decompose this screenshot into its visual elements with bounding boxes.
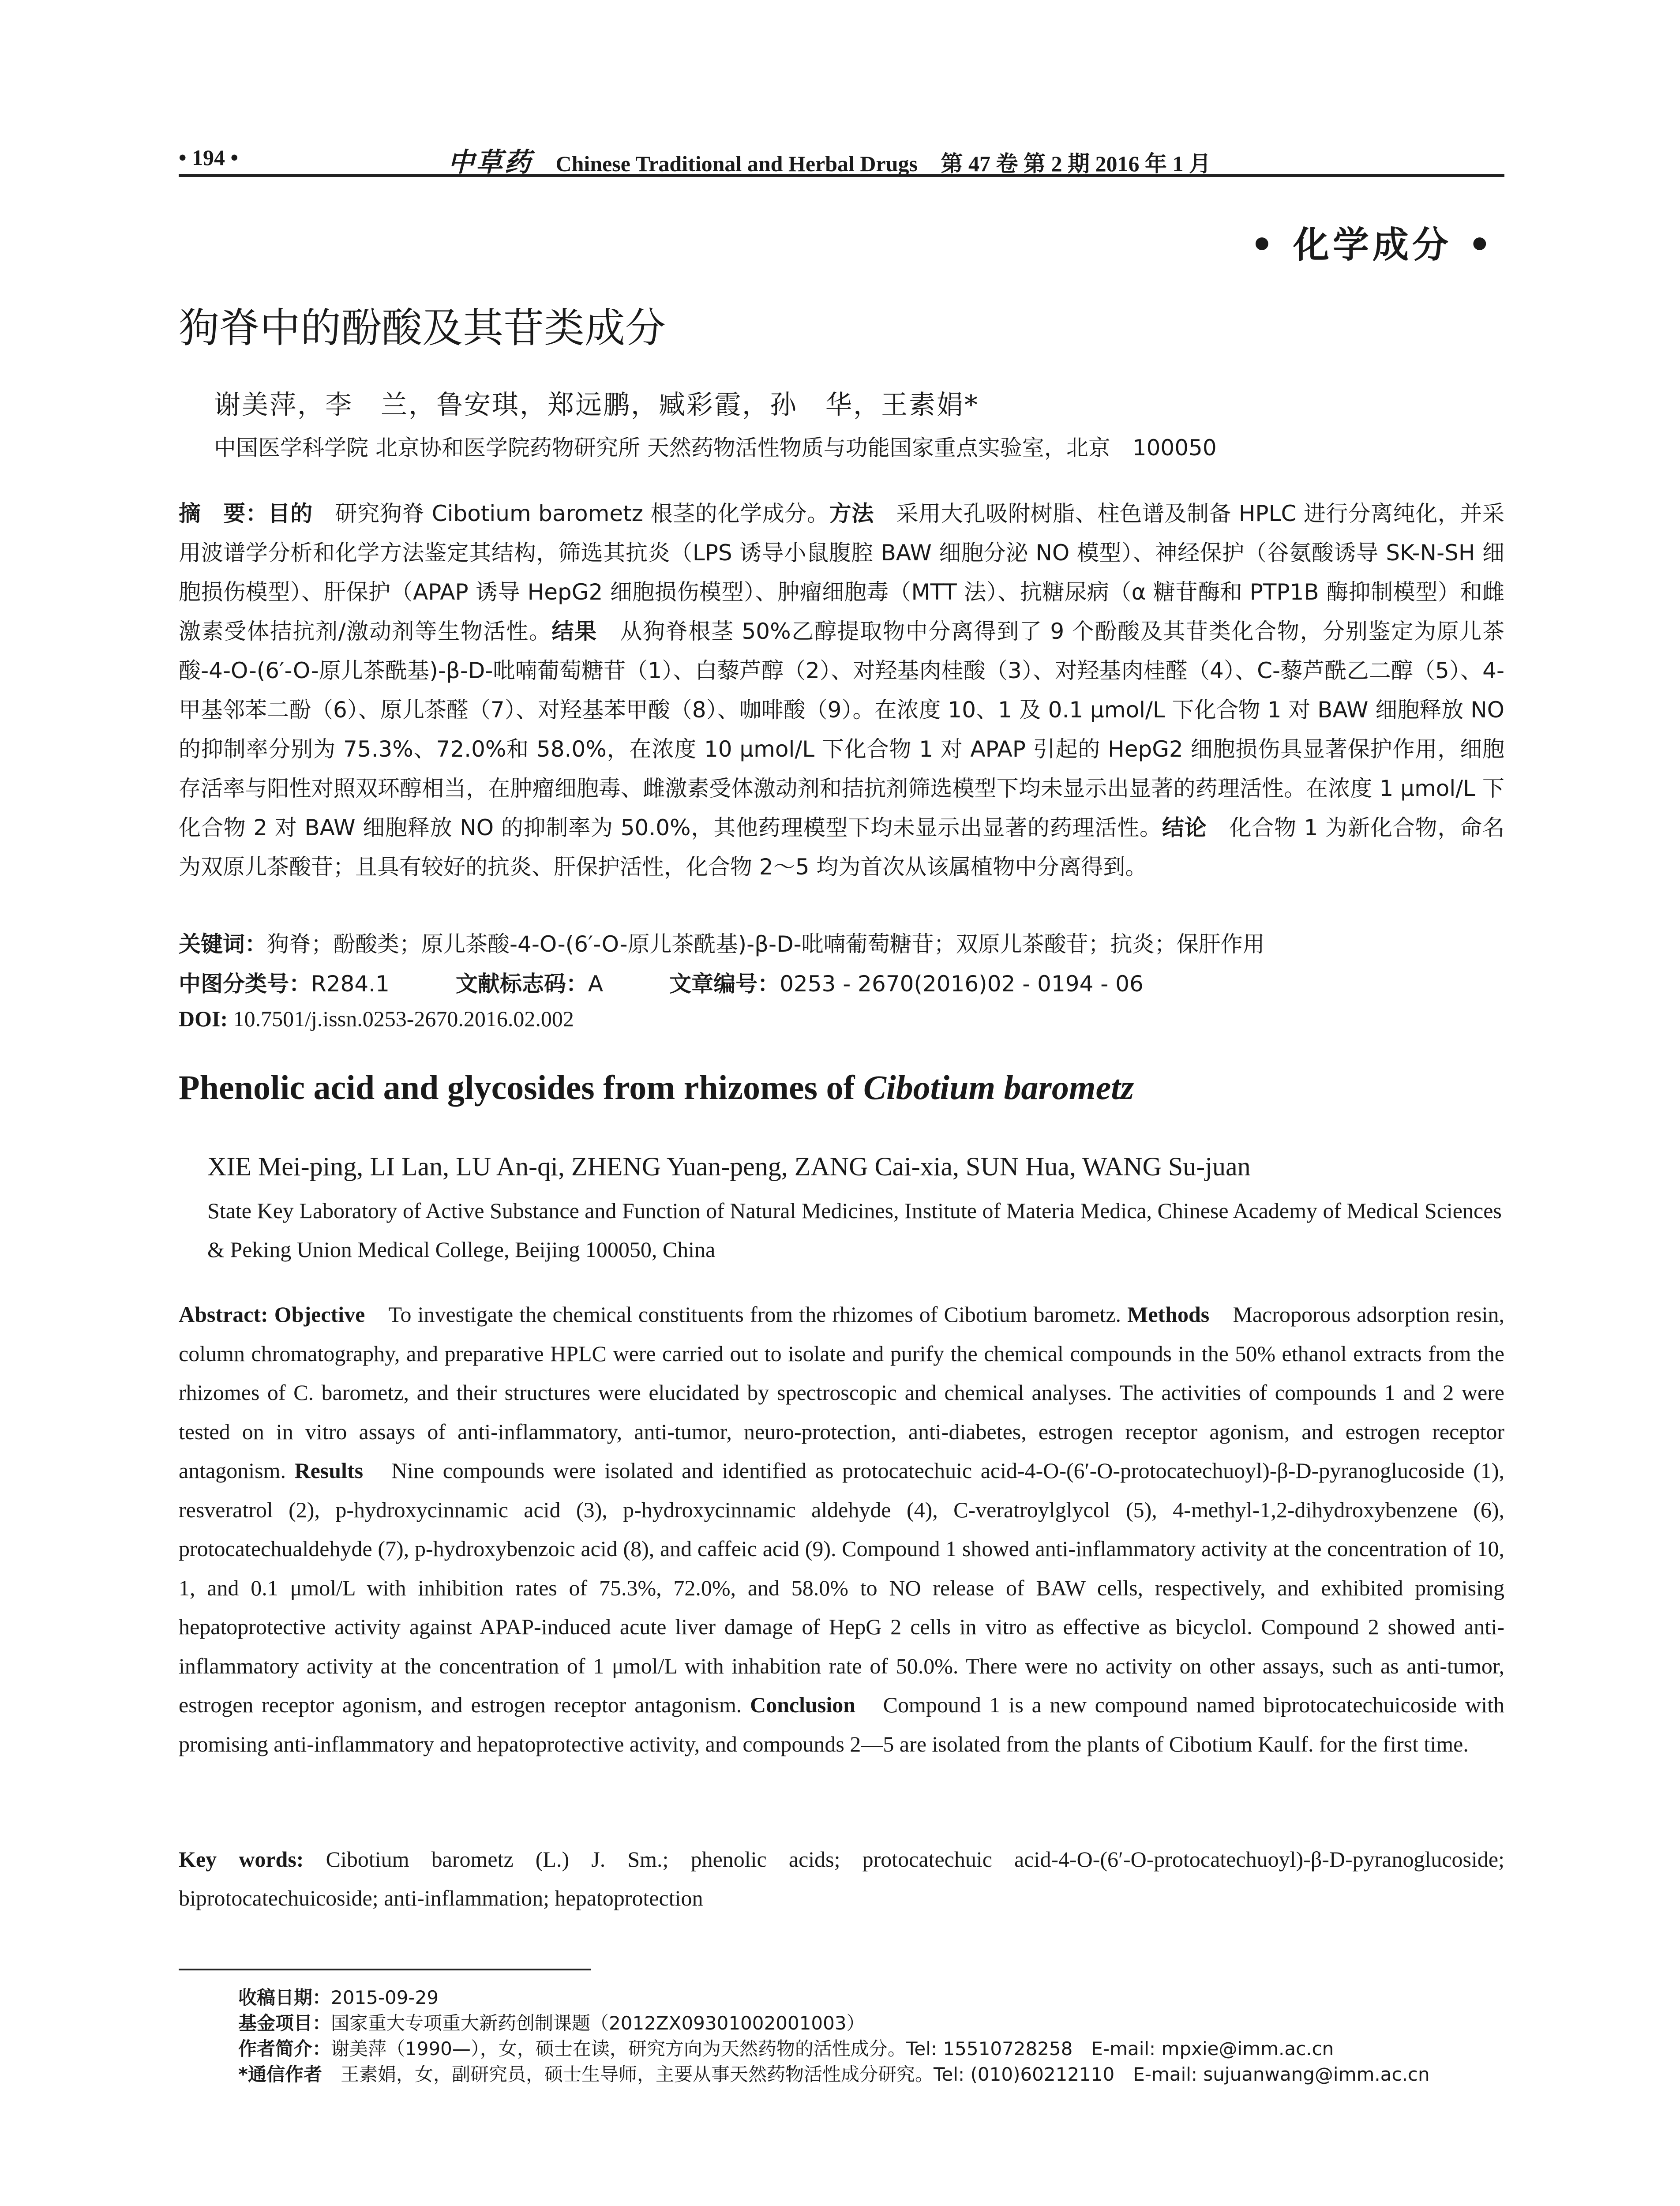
abstract-en — [179, 1295, 1504, 1763]
title-en-main: Phenolic acid and glycosides from rhizomes of — [179, 1068, 863, 1107]
conclusion-en-text: Compound 1 is a new compound named biprotocatechuicoside with promising anti-inflammatory and hepatoprotective activity, and compounds 2—5 are isolated from the plants of Cibotium Kaulf. for the first time. — [179, 1692, 1505, 1756]
methods-text: 采用大孔吸附树脂、柱色谱及制备 HPLC 进行分离纯化，并采用波谱学分析和化学方法鉴定其结构，筛选其抗炎（LPS 诱导小鼠腹腔 BAW 细胞分泌 NO 模型）、神经保护（谷氨酸诱导 SK-N-SH 细胞损伤模型）、肝保护（APAP 诱导 HepG2 细胞损伤模型）、肿瘤细胞毒（MTT 法）、抗糖尿病（α 糖苷酶和 PTP1B 酶抑制模型）和雌激素受体拮抗剂/激动剂等生物活性。 — [179, 501, 1505, 644]
article-no-label: 文章编号： — [669, 971, 780, 997]
received-value: 2015-09-29 — [331, 1987, 439, 2008]
conclusion-en-label: Conclusion — [750, 1692, 855, 1717]
results-label: 结果 — [551, 619, 597, 644]
footnote-received — [238, 1983, 439, 2010]
fund-label: 基金项目： — [238, 2012, 331, 2034]
issue-info: 第 47 卷 第 2 期 2016 年 1 月 — [941, 151, 1211, 176]
journal-line — [448, 141, 1211, 179]
objective-text: 研究狗脊 Cibotium barometz 根茎的化学成分。 — [335, 501, 829, 526]
affiliation-cn: 中国医学科学院 北京协和医学院药物研究所 天然药物活性物质与功能国家重点实验室，北京 100050 — [214, 435, 1217, 461]
running-header — [179, 141, 1504, 177]
author-value: 谢美萍（1990—），女，硕士在读，研究方向为天然药物的活性成分。Tel: 15510728258 E-mail: mpxie@imm.ac.cn — [331, 2038, 1334, 2060]
methods-en-text: Macroporous adsorption resin, column chromatography, and preparative HPLC were carried out to isolate and purify the chemical compounds in the 50% ethanol extracts from the rhizomes of C. barometz, and their structures were elucidated by spectroscopic and chemical analyses. The activities of compounds 1 and 2 were tested on in vitro assays of anti-inflammatory, anti-tumor, neuro-protection, anti-diabetes, estrogen receptor agonism, and estrogen receptor antagonism. — [179, 1302, 1505, 1483]
footnote-rule — [179, 1969, 591, 1970]
results-en-label: Results — [294, 1458, 364, 1483]
section-label: • 化学成分 • — [1250, 224, 1495, 266]
methods-en-label: Methods — [1127, 1302, 1210, 1327]
journal-name-en: Chinese Traditional and Herbal Drugs — [555, 151, 918, 176]
keywords-cn-label: 关键词： — [179, 931, 267, 957]
keywords-cn — [179, 927, 1265, 958]
classification-line — [179, 966, 1504, 998]
abstract-cn — [179, 494, 1504, 887]
footnote-fund — [238, 2009, 865, 2035]
received-label: 收稿日期： — [238, 1987, 331, 2008]
title-cn: 狗脊中的酚酸及其苷类成分 — [179, 304, 666, 352]
conclusion-label: 结论 — [1162, 815, 1207, 840]
keywords-cn-text: 狗脊；酚酸类；原儿茶酸-4-O-(6′-O-原儿茶酰基)-β-D-吡喃葡萄糖苷；双原儿茶酸苷；抗炎；保肝作用 — [267, 931, 1265, 957]
clc-value: R284.1 — [311, 971, 390, 997]
abstract-cn-label: 摘 要： — [179, 501, 268, 526]
footnote-author — [238, 2034, 1334, 2061]
article-no-value: 0253 - 2670(2016)02 - 0194 - 06 — [780, 971, 1144, 997]
corresponding-label: *通信作者 — [238, 2063, 322, 2085]
title-en-species: Cibotium barometz — [863, 1068, 1134, 1107]
keywords-en-label: Key words: — [179, 1847, 304, 1872]
results-text: 从狗脊根茎 50%乙醇提取物中分离得到了 9 个酚酸及其苷类化合物，分别鉴定为原儿茶酸-4-O-(6′-O-原儿茶酰基)-β-D-吡喃葡萄糖苷（1）、白藜芦醇（2）、对羟基肉桂酸（3）、对羟基肉桂醛（4）、C-藜芦酰乙二醇（5）、4-甲基邻苯二酚（6）、原儿茶醛（7）、对羟基苯甲酸（8）、咖啡酸（9）。在浓度 10、1 及 0.1 μmol/L 下化合物 1 对 BAW 细胞释放 NO 的抑制率分别为 75.3%、72.0%和 58.0%，在浓度 10 μmol/L 下化合物 1 对 APAP 引起的 HepG2 细胞损伤具显著保护作用，细胞存活率与阳性对照双环醇相当，在肿瘤细胞毒、雌激素受体激动剂和拮抗剂筛选模型下均未显示出显著的药理活性。在浓度 1 μmol/L 下化合物 2 对 BAW 细胞释放 NO 的抑制率为 50.0%，其他药理模型下均未显示出显著的药理活性。 — [179, 619, 1505, 840]
header-rule — [179, 174, 1504, 177]
objective-label: 目的 — [268, 501, 313, 526]
doc-code-label: 文献标志码： — [455, 971, 588, 997]
keywords-en-text: Cibotium barometz (L.) J. Sm.; phenolic acids; protocatechuic acid-4-O-(6′-O-protocatechuoyl)-β-D-pyranoglucoside; biprotocatechuicoside; anti-inflammation; hepatoprotection — [179, 1847, 1504, 1910]
doi-label: DOI: — [179, 1006, 228, 1031]
methods-label: 方法 — [829, 501, 874, 526]
affiliation-en: State Key Laboratory of Active Substance and Function of Natural Medicines, Institute of Materia Medica, Chinese Academy of Medical Sciences & Peking Union Medical College, Beijing 100050, China — [207, 1198, 1502, 1262]
abstract-en-label: Abstract: Objective — [179, 1302, 365, 1327]
fund-value: 国家重大专项重大新药创制课题（2012ZX09301002001003） — [331, 2012, 865, 2034]
authors-cn: 谢美萍，李 兰，鲁安琪，郑远鹏，臧彩霞，孙 华，王素娟* — [214, 390, 979, 420]
clc-label: 中图分类号： — [179, 971, 311, 997]
keywords-en — [179, 1840, 1504, 1917]
author-label: 作者简介： — [238, 2038, 331, 2060]
doi-value: 10.7501/j.issn.0253-2670.2016.02.002 — [233, 1006, 574, 1031]
results-en-text: Nine compounds were isolated and identified as protocatechuic acid-4-O-(6′-O-protocatechuoyl)-β-D-pyranoglucoside (1), resveratrol (2), p-hydroxycinnamic acid (3), p-hydroxycinnamic aldehyde (4), C-veratroylglycol (5), 4-methyl-1,2-dihydroxybenzene (6), protocatechualdehyde (7), p-hydroxybenzoic acid (8), and caffeic acid (9). Compound 1 showed anti-inflammatory activity at the concentration of 10, 1, and 0.1 μmol/L with inhibition rates of 75.3%, 72.0%, and 58.0% to NO release of BAW cells, respectively, and exhibited promising hepatoprotective activity against APAP-induced acute liver damage of HepG 2 cells in vitro as effective as bicyclol. Compound 2 showed anti-inflammatory activity at the concentration of 1 μmol/L with inhabition rate of 50.0%. There were no activity on other assays, such as anti-tumor, estrogen receptor agonism, and estrogen receptor antagonism. — [179, 1458, 1504, 1717]
footnote-corresponding — [238, 2060, 1430, 2086]
doi-line — [179, 1006, 574, 1032]
corresponding-value: 王素娟，女，副研究员，硕士生导师，主要从事天然药物活性成分研究。Tel: (010)60212110 E-mail: sujuanwang@imm.ac.cn — [340, 2063, 1430, 2085]
journal-name-cn: 中草药 — [448, 148, 532, 177]
page-number: • 194 • — [179, 145, 239, 170]
title-en — [179, 1068, 1134, 1107]
doc-code-value: A — [588, 971, 604, 997]
authors-en: XIE Mei-ping, LI Lan, LU An-qi, ZHENG Yuan-peng, ZANG Cai-xia, SUN Hua, WANG Su-juan — [207, 1152, 1251, 1181]
conclusion-text: 化合物 1 为新化合物，命名为双原儿茶酸苷；且具有较好的抗炎、肝保护活性，化合物 2～5 均为首次从该属植物中分离得到。 — [179, 815, 1505, 880]
objective-en-text: To investigate the chemical constituents from the rhizomes of Cibotium barometz. — [388, 1302, 1121, 1327]
